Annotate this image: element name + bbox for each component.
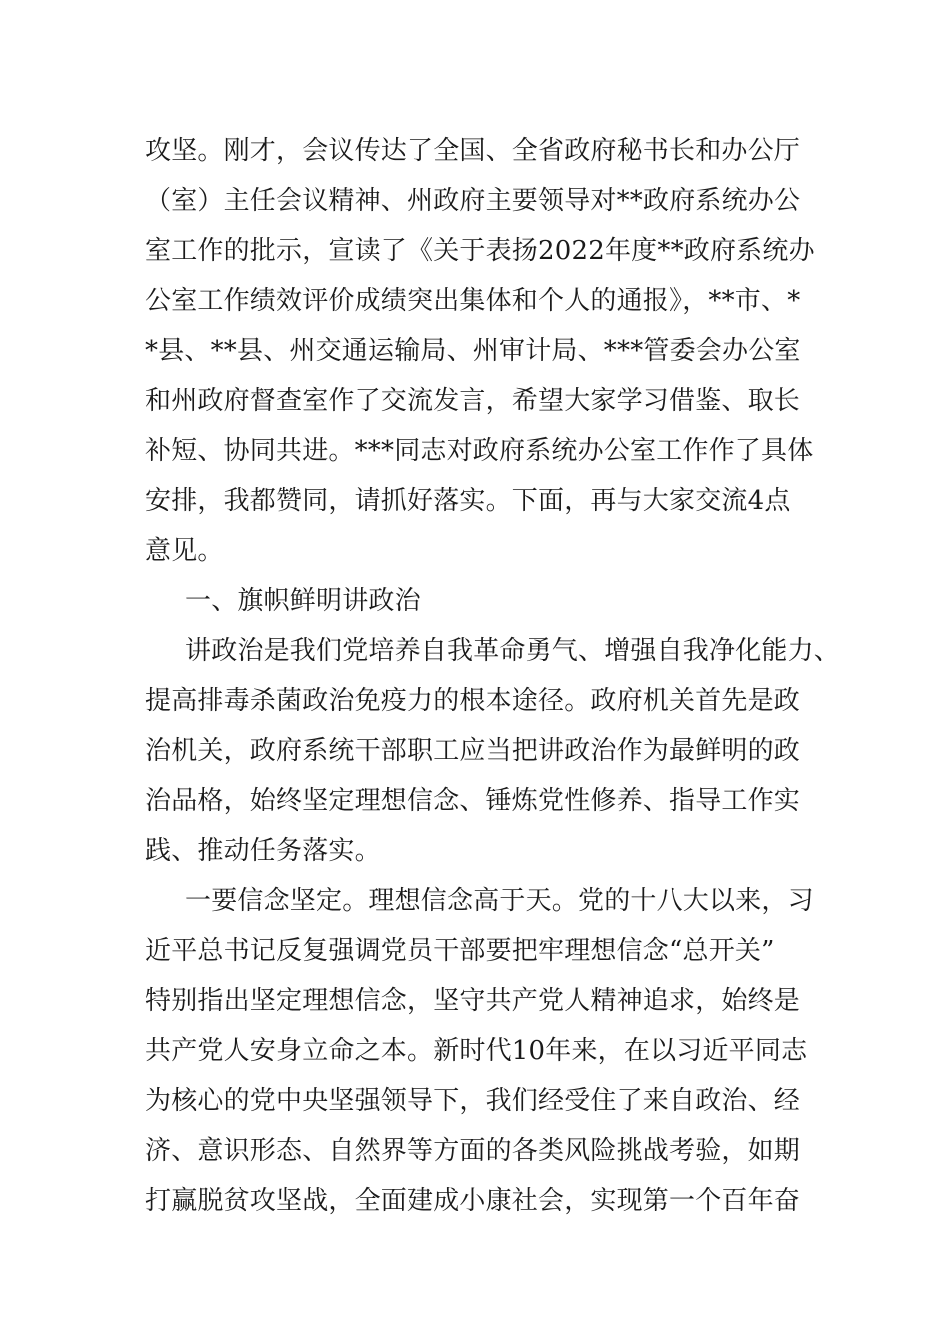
text-line: 近平总书记反复强调党员干部要把牢理想信念“总开关” bbox=[145, 936, 775, 966]
text-line: 攻坚。刚才，会议传达了全国、全省政府秘书长和办公厅 bbox=[145, 136, 801, 166]
text-line: 一要信念坚定。理想信念高于天。党的十八大以来，习 bbox=[185, 886, 814, 916]
text-line: 提高排毒杀菌政治免疫力的根本途径。政府机关首先是政 bbox=[145, 686, 801, 716]
text-line: 讲政治是我们党培养自我革命勇气、增强自我净化能力、 bbox=[185, 636, 841, 666]
text-line: 治品格，始终坚定理想信念、锤炼党性修养、指导工作实 bbox=[145, 786, 801, 816]
text-line: 打赢脱贫攻坚战，全面建成小康社会，实现第一个百年奋 bbox=[145, 1186, 801, 1216]
text-line: 公室工作绩效评价成绩突出集体和个人的通报》，**市、* bbox=[145, 286, 801, 316]
section-heading: 一、旗帜鲜明讲政治 bbox=[185, 586, 421, 616]
text-line: 特别指出坚定理想信念，坚守共产党人精神追求，始终是 bbox=[145, 986, 801, 1016]
text-line: 意见。 bbox=[145, 536, 224, 566]
text-line: 补短、协同共进。***同志对政府系统办公室工作作了具体 bbox=[145, 436, 814, 466]
text-line: 和州政府督查室作了交流发言，希望大家学习借鉴、取长 bbox=[145, 386, 801, 416]
text-line: 济、意识形态、自然界等方面的各类风险挑战考验，如期 bbox=[145, 1136, 801, 1166]
text-line: （室）主任会议精神、州政府主要领导对**政府系统办公 bbox=[145, 186, 801, 216]
text-line: 共产党人安身立命之本。新时代10年来，在以习近平同志 bbox=[145, 1036, 808, 1066]
text-line: *县、**县、州交通运输局、州审计局、***管委会办公室 bbox=[145, 336, 801, 366]
text-line: 践、推动任务落实。 bbox=[145, 836, 381, 866]
text-line: 为核心的党中央坚强领导下，我们经受住了来自政治、经 bbox=[145, 1086, 801, 1116]
text-line: 治机关，政府系统干部职工应当把讲政治作为最鲜明的政 bbox=[145, 736, 801, 766]
text-line: 安排，我都赞同，请抓好落实。下面，再与大家交流4点 bbox=[145, 486, 791, 516]
text-line: 室工作的批示，宣读了《关于表扬2022年度**政府系统办 bbox=[145, 236, 815, 266]
